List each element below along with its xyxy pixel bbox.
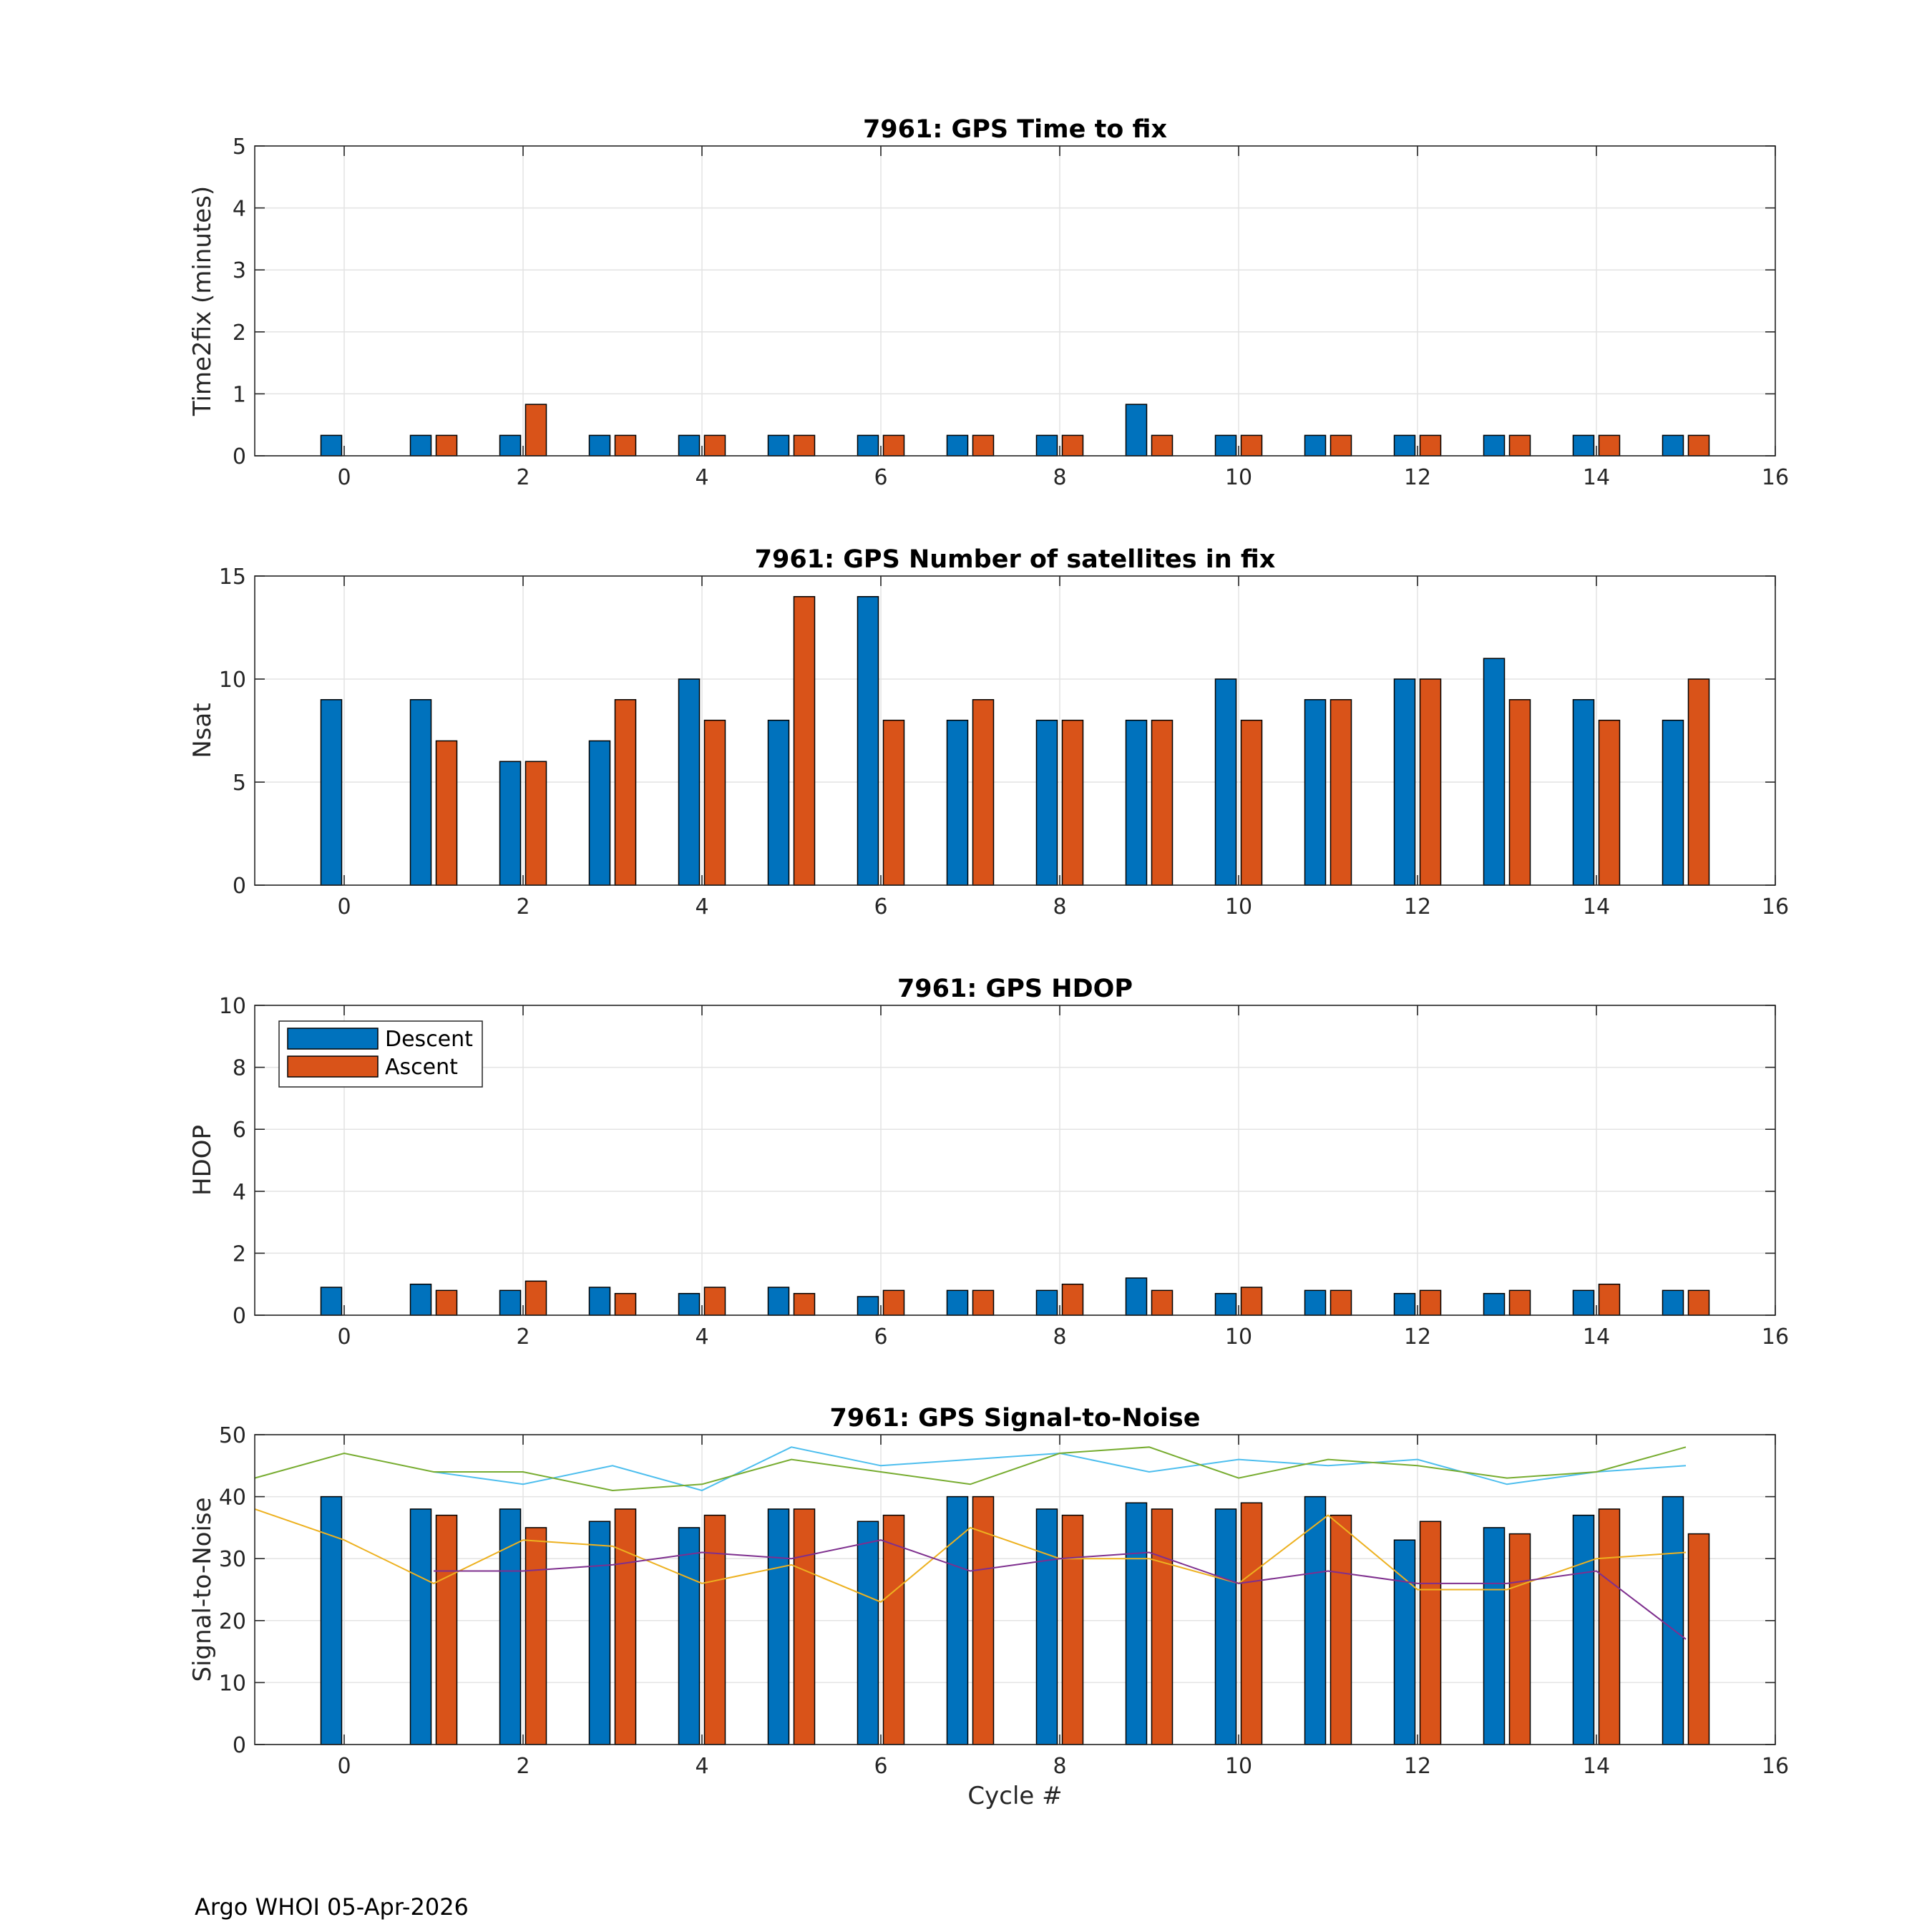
footer-credit: Argo WHOI 05-Apr-2026 (195, 1893, 469, 1921)
descent-bar (411, 1509, 431, 1745)
descent-bar (1395, 679, 1415, 885)
y-axis-label: Nsat (188, 703, 217, 758)
ascent-bar (526, 761, 547, 885)
x-tick-label: 6 (874, 894, 888, 919)
descent-bar (590, 1287, 610, 1315)
ascent-bar (615, 1509, 636, 1745)
ascent-bar (1510, 435, 1531, 456)
descent-legend-label: Descent (385, 1027, 473, 1052)
x-tick-label: 10 (1224, 1324, 1253, 1350)
x-tick-label: 16 (1761, 894, 1790, 919)
y-tick-label: 5 (232, 771, 246, 796)
y-axis-label: HDOP (188, 1124, 217, 1196)
axes-box (255, 146, 1775, 456)
descent-bar (1216, 435, 1236, 456)
descent-legend-swatch (288, 1028, 378, 1049)
y-tick-label: 6 (232, 1118, 246, 1143)
y-tick-label: 30 (218, 1547, 246, 1573)
x-tick-label: 12 (1403, 1324, 1432, 1350)
ascent-bar (1689, 1534, 1709, 1745)
ascent-bar (973, 1290, 994, 1315)
descent-bar (500, 761, 521, 885)
x-tick-label: 0 (337, 1324, 351, 1350)
ascent-bar (794, 1509, 815, 1745)
descent-bar (411, 700, 431, 885)
x-tick-label: 14 (1582, 894, 1611, 919)
subplot-2 (188, 545, 1789, 919)
descent-bar (1126, 404, 1147, 456)
ascent-bar (1599, 1509, 1620, 1745)
ascent-bar (1689, 1290, 1709, 1315)
descent-bar (1216, 679, 1236, 885)
y-tick-label: 2 (232, 1241, 246, 1267)
descent-bar (858, 597, 879, 885)
descent-bar (1126, 721, 1147, 885)
descent-bar (1126, 1503, 1147, 1745)
snr-line-3 (255, 1509, 1686, 1602)
ascent-bar (1063, 435, 1083, 456)
descent-bar (1395, 1540, 1415, 1745)
x-tick-label: 2 (516, 1324, 530, 1350)
ascent-bar (884, 721, 904, 885)
descent-bar (590, 435, 610, 456)
descent-bar (1305, 700, 1326, 885)
ascent-bar (1241, 721, 1262, 885)
ascent-bar (705, 435, 726, 456)
y-tick-label: 15 (218, 565, 246, 590)
ascent-bar (436, 1516, 457, 1745)
ascent-bar (436, 435, 457, 456)
subplot-4 (188, 1404, 1789, 1810)
x-tick-label: 2 (516, 894, 530, 919)
descent-bar (1037, 435, 1058, 456)
x-tick-label: 0 (337, 894, 351, 919)
subplot-3 (188, 975, 1789, 1350)
y-tick-label: 0 (232, 1304, 246, 1329)
x-tick-label: 8 (1053, 894, 1067, 919)
ascent-bar (1510, 700, 1531, 885)
ascent-bar (1152, 435, 1173, 456)
ascent-bar (1331, 1516, 1352, 1745)
ascent-bar (1152, 1290, 1173, 1315)
descent-bar (1395, 435, 1415, 456)
descent-bar (590, 741, 610, 885)
descent-bar (1395, 1294, 1415, 1315)
x-tick-label: 0 (337, 1754, 351, 1779)
x-tick-label: 14 (1582, 1324, 1611, 1350)
x-tick-label: 4 (695, 465, 709, 490)
x-tick-label: 6 (874, 1324, 888, 1350)
descent-bar (679, 435, 700, 456)
descent-bar (947, 721, 968, 885)
descent-bar (1663, 1290, 1684, 1315)
ascent-legend-label: Ascent (385, 1055, 458, 1080)
descent-bar (1037, 721, 1058, 885)
y-tick-label: 4 (232, 196, 246, 222)
x-tick-label: 16 (1761, 1754, 1790, 1779)
axes-box (255, 576, 1775, 885)
x-tick-label: 8 (1053, 1324, 1067, 1350)
descent-bar (679, 679, 700, 885)
y-tick-label: 10 (218, 994, 246, 1019)
descent-bar (321, 1287, 342, 1315)
descent-bar (1663, 1497, 1684, 1745)
ascent-bar (1510, 1290, 1531, 1315)
ascent-bar (1599, 1284, 1620, 1315)
subplot-1 (188, 115, 1789, 490)
ascent-bar (705, 1516, 726, 1745)
x-tick-label: 10 (1224, 465, 1253, 490)
ascent-bar (794, 435, 815, 456)
ascent-bar (1510, 1534, 1531, 1745)
descent-bar (1574, 1290, 1594, 1315)
x-tick-label: 4 (695, 1324, 709, 1350)
x-tick-label: 12 (1403, 1754, 1432, 1779)
y-axis-label: Signal-to-Noise (188, 1497, 217, 1682)
descent-bar (1037, 1509, 1058, 1745)
descent-bar (1574, 700, 1594, 885)
ascent-bar (1063, 721, 1083, 885)
x-tick-label: 6 (874, 465, 888, 490)
ascent-bar (1599, 721, 1620, 885)
ascent-bar (1420, 435, 1441, 456)
ascent-bar (705, 721, 726, 885)
x-tick-label: 14 (1582, 465, 1611, 490)
descent-bar (1305, 1497, 1326, 1745)
ascent-bar (973, 1497, 994, 1745)
subplot-title: 7961: GPS Signal-to-Noise (829, 1404, 1201, 1433)
ascent-bar (526, 1528, 547, 1745)
y-tick-label: 5 (232, 135, 246, 160)
ascent-bar (615, 1294, 636, 1315)
x-axis-label: Cycle # (967, 1782, 1063, 1810)
ascent-bar (1420, 1521, 1441, 1745)
descent-bar (1484, 1528, 1505, 1745)
descent-bar (1216, 1509, 1236, 1745)
descent-bar (769, 721, 789, 885)
descent-bar (1484, 435, 1505, 456)
ascent-bar (526, 404, 547, 456)
y-tick-label: 2 (232, 320, 246, 346)
ascent-bar (1331, 700, 1352, 885)
descent-bar (947, 435, 968, 456)
ascent-bar (1331, 435, 1352, 456)
y-tick-label: 40 (218, 1485, 246, 1511)
descent-bar (1663, 721, 1684, 885)
ascent-bar (1152, 1509, 1173, 1745)
y-tick-label: 10 (218, 1671, 246, 1697)
descent-bar (1484, 1294, 1505, 1315)
ascent-bar (1063, 1284, 1083, 1315)
descent-bar (1126, 1278, 1147, 1315)
descent-bar (500, 1509, 521, 1745)
descent-bar (321, 1497, 342, 1745)
axes-box (255, 1435, 1775, 1745)
ascent-bar (1241, 1503, 1262, 1745)
descent-bar (1305, 435, 1326, 456)
descent-bar (500, 435, 521, 456)
y-tick-label: 0 (232, 874, 246, 899)
x-tick-label: 4 (695, 1754, 709, 1779)
y-tick-label: 1 (232, 382, 246, 408)
ascent-bar (884, 1516, 904, 1745)
subplot-title: 7961: GPS Time to fix (862, 115, 1168, 144)
ascent-bar (1599, 435, 1620, 456)
descent-bar (858, 435, 879, 456)
ascent-bar (973, 435, 994, 456)
ascent-bar (705, 1287, 726, 1315)
x-tick-label: 14 (1582, 1754, 1611, 1779)
ascent-bar (436, 1290, 457, 1315)
x-tick-label: 16 (1761, 465, 1790, 490)
descent-bar (1574, 435, 1594, 456)
descent-bar (947, 1497, 968, 1745)
ascent-bar (1152, 721, 1173, 885)
ascent-bar (1420, 1290, 1441, 1315)
descent-bar (321, 700, 342, 885)
descent-bar (679, 1294, 700, 1315)
y-tick-label: 8 (232, 1055, 246, 1081)
y-tick-label: 10 (218, 668, 246, 693)
descent-bar (858, 1297, 879, 1315)
subplot-title: 7961: GPS Number of satellites in fix (754, 545, 1276, 574)
ascent-bar (1689, 435, 1709, 456)
x-tick-label: 8 (1053, 465, 1067, 490)
x-tick-label: 4 (695, 894, 709, 919)
descent-bar (500, 1290, 521, 1315)
descent-bar (1305, 1290, 1326, 1315)
ascent-bar (794, 597, 815, 885)
descent-bar (411, 1284, 431, 1315)
descent-bar (1037, 1290, 1058, 1315)
legend (279, 1021, 482, 1087)
x-tick-label: 0 (337, 465, 351, 490)
x-tick-label: 2 (516, 465, 530, 490)
y-tick-label: 3 (232, 258, 246, 284)
descent-bar (769, 1509, 789, 1745)
y-tick-label: 20 (218, 1609, 246, 1634)
ascent-bar (1331, 1290, 1352, 1315)
x-tick-label: 12 (1403, 894, 1432, 919)
y-tick-label: 4 (232, 1179, 246, 1205)
ascent-bar (1241, 1287, 1262, 1315)
x-tick-label: 6 (874, 1754, 888, 1779)
x-tick-label: 16 (1761, 1324, 1790, 1350)
ascent-bar (436, 741, 457, 885)
descent-bar (321, 435, 342, 456)
ascent-bar (884, 1290, 904, 1315)
descent-bar (858, 1521, 879, 1745)
ascent-bar (1689, 679, 1709, 885)
descent-bar (411, 435, 431, 456)
descent-bar (769, 1287, 789, 1315)
y-tick-label: 0 (232, 444, 246, 469)
ascent-bar (794, 1294, 815, 1315)
y-axis-label: Time2fix (minutes) (188, 185, 217, 416)
ascent-bar (973, 700, 994, 885)
snr-line-2 (255, 1447, 1686, 1491)
descent-bar (679, 1528, 700, 1745)
ascent-bar (1241, 435, 1262, 456)
y-tick-label: 50 (218, 1423, 246, 1448)
ascent-bar (615, 700, 636, 885)
ascent-bar (1420, 679, 1441, 885)
descent-bar (1216, 1294, 1236, 1315)
x-tick-label: 10 (1224, 894, 1253, 919)
descent-bar (1663, 435, 1684, 456)
ascent-legend-swatch (288, 1056, 378, 1077)
ascent-bar (526, 1281, 547, 1315)
descent-bar (590, 1521, 610, 1745)
subplot-title: 7961: GPS HDOP (897, 975, 1133, 1003)
descent-bar (1574, 1516, 1594, 1745)
ascent-bar (884, 435, 904, 456)
x-tick-label: 12 (1403, 465, 1432, 490)
x-tick-label: 8 (1053, 1754, 1067, 1779)
ascent-bar (615, 435, 636, 456)
x-tick-label: 2 (516, 1754, 530, 1779)
x-tick-label: 10 (1224, 1754, 1253, 1779)
y-tick-label: 0 (232, 1733, 246, 1758)
ascent-bar (1063, 1516, 1083, 1745)
descent-bar (1484, 658, 1505, 885)
descent-bar (947, 1290, 968, 1315)
descent-bar (769, 435, 789, 456)
